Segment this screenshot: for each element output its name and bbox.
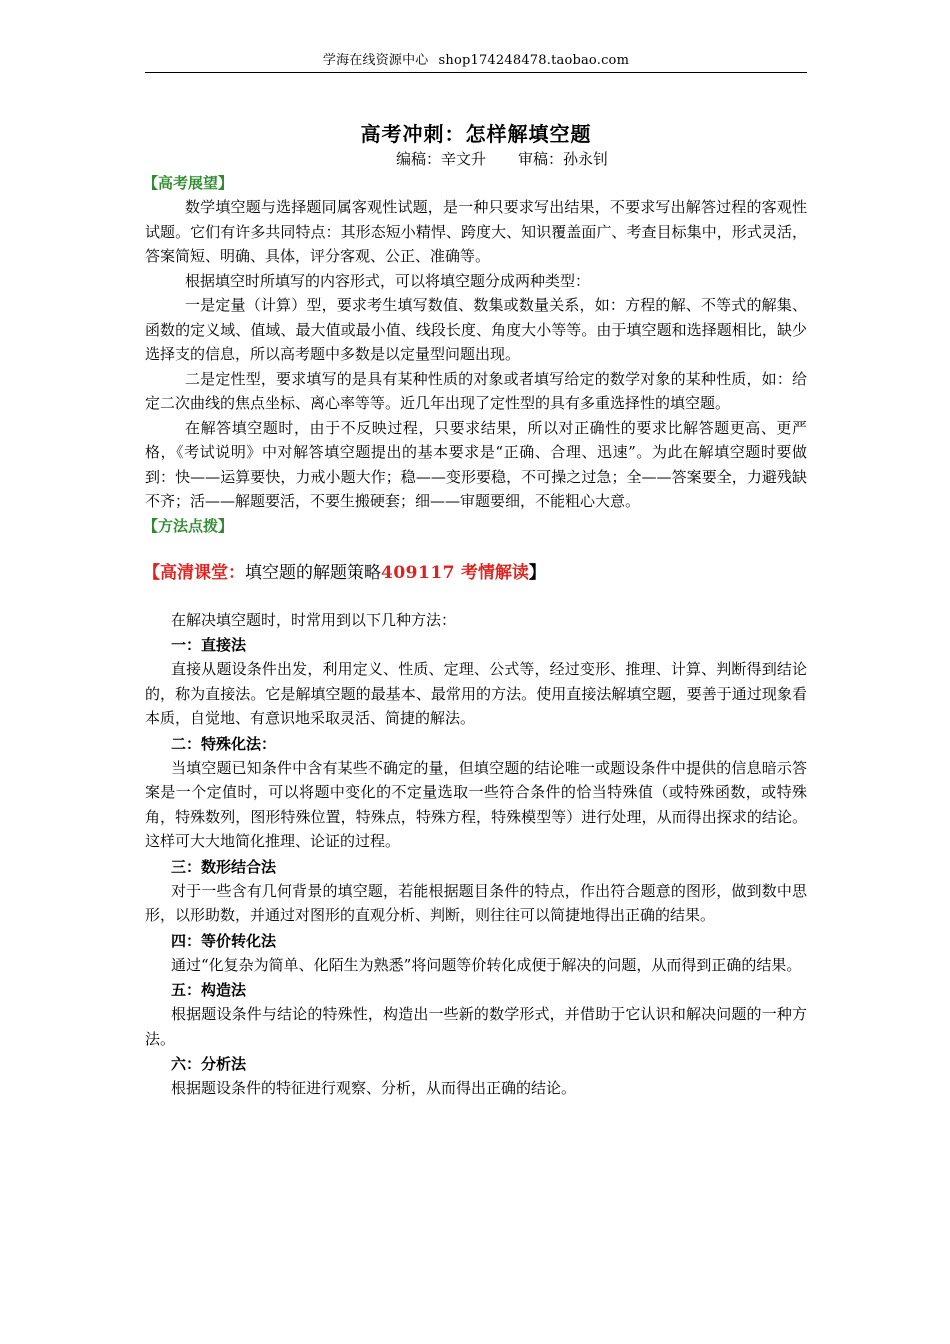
method-heading: 四：等价转化法: [171, 931, 277, 950]
method-heading: 五：构造法: [171, 981, 247, 999]
outlook-paragraph: 数学填空题与选择题同属客观性试题，是一种只要求写出结果，不要求写出解答过程的客观性试题。它们有许多共同特点：其形态短小精悍、跨度大、知识覆盖面广、考查目标集中，形式灵活，答案简短、明确、具体，评分客观、公正、准确等。: [145, 198, 807, 265]
method-heading: 六：分析法: [171, 1055, 247, 1073]
video-topic: 填空题的解题策略: [245, 562, 381, 583]
method-heading: 三：数形结合法: [171, 857, 277, 876]
page-header: [145, 52, 807, 73]
section-heading-outlook: 【高考展望】: [143, 174, 234, 192]
document-title: 高考冲刺：怎样解填空题: [360, 122, 592, 146]
byline: [145, 147, 807, 171]
method-heading: 一：直接法: [171, 636, 247, 654]
video-label[interactable]: 考情解读: [460, 562, 529, 583]
video-code[interactable]: 409117: [381, 562, 455, 583]
method-text: 根据题设条件的特征进行观察、分析，从而得出正确的结论。: [171, 1079, 577, 1097]
header-shop-link[interactable]: shop174248478.taobao.com: [438, 53, 630, 68]
methods-intro: 在解决填空题时，时常用到以下几种方法：: [171, 610, 457, 629]
method-text: 对于一些含有几何背景的填空题，若能根据题目条件的特点，作出符合题意的图形，做到数中思形，以形助数，并通过对图形的直观分析、判断，则往往可以简捷地得出正确的结果。: [145, 881, 807, 924]
byline-reviewer: 审稿：孙永钊: [518, 150, 609, 168]
outlook-paragraph: 二是定性型，要求填写的是具有某种性质的对象或者填写给定的数学对象的某种性质，如：给定二次曲线的焦点坐标、离心率等等。近几年出现了定性型的具有多重选择性的填空题。: [145, 369, 807, 412]
method-text: 当填空题已知条件中含有某些不确定的量，但填空题的结论唯一或题设条件中提供的信息暗示答案是一个定值时，可以将题中变化的不定量选取一些符合条件的恰当特殊值（或特殊函数，或特殊角，特殊数列，图形特殊位置，特殊点，特殊方程，特殊模型等）进行处理，从而得出探求的结论。这样可大大地简化推理、论证的过程。: [145, 758, 807, 850]
header-site-name: 学海在线资源中心: [322, 53, 429, 68]
section-heading-methods: 【方法点拨】: [143, 516, 234, 535]
video-open: 【高清课堂：: [143, 562, 245, 583]
method-text: 根据题设条件与结论的特殊性，构造出一些新的数学形式，并借助于它认识和解决问题的一种方法。: [145, 1005, 807, 1048]
outlook-paragraph: 一是定量（计算）型，要求考生填写数值、数集或数量关系，如：方程的解、不等式的解集、函数的定义域、值域、最大值或最小值、线段长度、角度大小等等。由于填空题和选择题相比，缺少选择支的信息，所以高考题中多数是以定量型问题出现。: [145, 296, 807, 363]
video-close: 】: [528, 562, 546, 583]
outlook-paragraph: 在解答填空题时，由于不反映过程，只要求结果，所以对正确性的要求比解答题更高、更严格，《考试说明》中对解答填空题提出的基本要求是“正确、合理、迅速”。为此在解填空题时要做到：快——运算要快，力戒小题大作；稳——变形要稳，不可操之过急；全——答案要全，力避残缺不齐；活——解题要活，不要生搬硬套；细——审题要细，不能粗心大意。: [145, 418, 807, 510]
outlook-paragraph: 根据填空时所填写的内容形式，可以将填空题分成两种类型：: [185, 271, 591, 290]
method-text: 直接从题设条件出发，利用定义、性质、定理、公式等，经过变形、推理、计算、判断得到结论的，称为直接法。它是解填空题的最基本、最常用的方法。使用直接法解填空题，要善于通过现象看本质，自觉地、有意识地采取灵活、简捷的解法。: [145, 660, 807, 727]
method-text: 通过“化复杂为简单、化陌生为熟悉”将问题等价转化成便于解决的问题，从而得到正确的结果。: [171, 955, 802, 974]
document-page: [145, 52, 807, 1101]
video-lesson-line: [143, 558, 807, 588]
method-heading: 二：特殊化法：: [171, 734, 277, 753]
byline-editor: 编稿：辛文升: [395, 150, 486, 168]
